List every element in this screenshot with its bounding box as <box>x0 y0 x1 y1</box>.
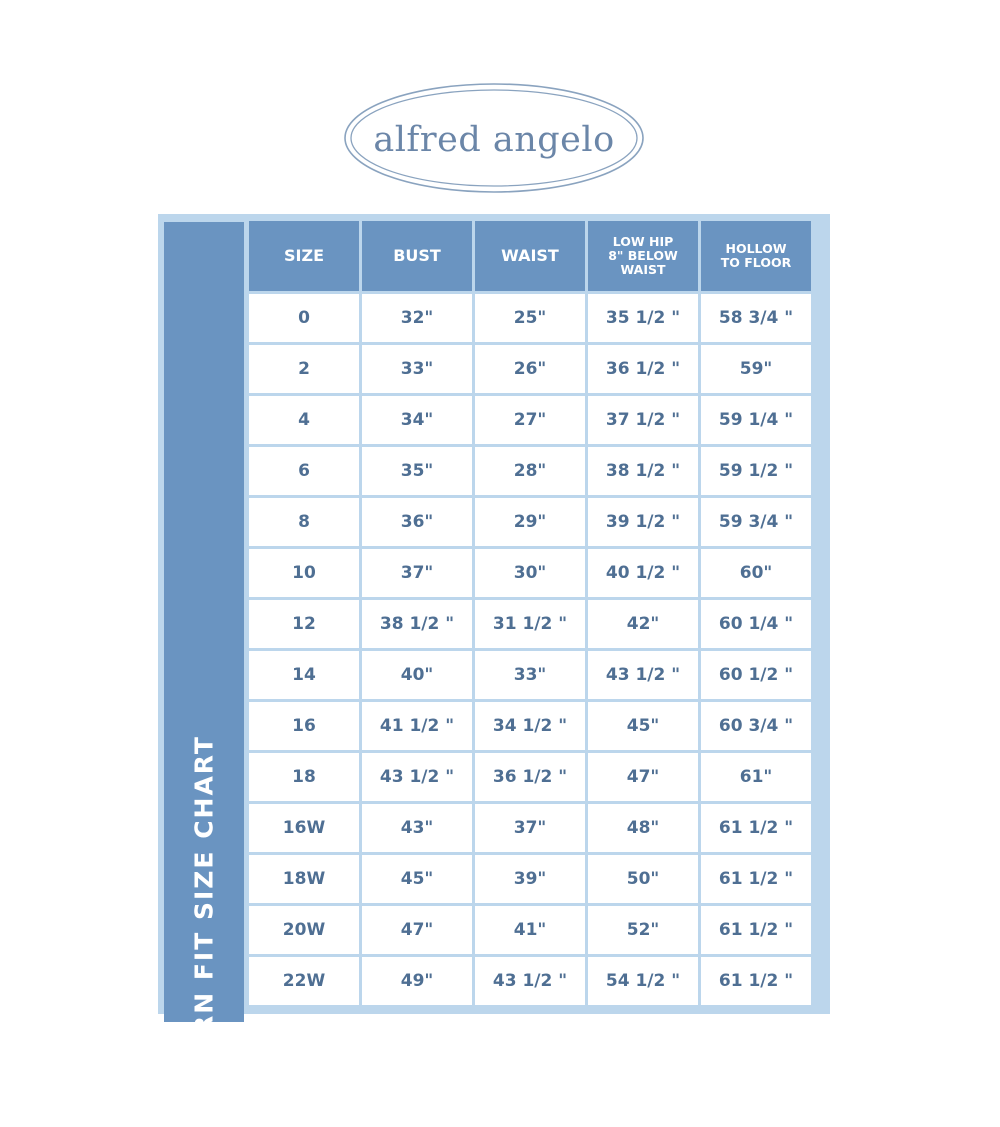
cell-size: 6 <box>249 447 359 495</box>
cell-waist: 37" <box>475 804 585 852</box>
cell-low-hip: 37 1/2 " <box>588 396 698 444</box>
cell-waist: 30" <box>475 549 585 597</box>
cell-bust: 32" <box>362 294 472 342</box>
table-row <box>249 600 811 648</box>
cell-bust: 36" <box>362 498 472 546</box>
table-row <box>249 804 811 852</box>
cell-hollow-to-floor: 61 1/2 " <box>701 804 811 852</box>
cell-size: 14 <box>249 651 359 699</box>
cell-waist: 27" <box>475 396 585 444</box>
cell-hollow-to-floor: 61 1/2 " <box>701 957 811 1005</box>
table-row <box>249 702 811 750</box>
cell-hollow-to-floor: 60 1/2 " <box>701 651 811 699</box>
cell-bust: 35" <box>362 447 472 495</box>
cell-low-hip: 35 1/2 " <box>588 294 698 342</box>
table-row <box>249 396 811 444</box>
cell-size: 4 <box>249 396 359 444</box>
header-size: SIZE <box>249 221 359 291</box>
cell-hollow-to-floor: 58 3/4 " <box>701 294 811 342</box>
cell-low-hip: 52" <box>588 906 698 954</box>
cell-low-hip: 42" <box>588 600 698 648</box>
cell-size: 2 <box>249 345 359 393</box>
cell-size: 18 <box>249 753 359 801</box>
table-row <box>249 906 811 954</box>
cell-size: 20W <box>249 906 359 954</box>
cell-low-hip: 47" <box>588 753 698 801</box>
cell-hollow-to-floor: 61 1/2 " <box>701 906 811 954</box>
cell-bust: 47" <box>362 906 472 954</box>
cell-size: 0 <box>249 294 359 342</box>
cell-low-hip: 54 1/2 " <box>588 957 698 1005</box>
brand-name: alfred angelo <box>373 120 615 160</box>
table-row <box>249 549 811 597</box>
cell-size: 16 <box>249 702 359 750</box>
cell-hollow-to-floor: 61 1/2 " <box>701 855 811 903</box>
cell-bust: 37" <box>362 549 472 597</box>
size-chart <box>158 214 830 1127</box>
table-row <box>249 855 811 903</box>
cell-low-hip: 48" <box>588 804 698 852</box>
cell-size: 10 <box>249 549 359 597</box>
brand-logo <box>343 82 645 194</box>
header-waist: WAIST <box>475 221 585 291</box>
cell-bust: 43" <box>362 804 472 852</box>
table-row <box>249 753 811 801</box>
cell-low-hip: 38 1/2 " <box>588 447 698 495</box>
cell-low-hip: 45" <box>588 702 698 750</box>
size-table <box>246 218 814 1008</box>
cell-low-hip: 50" <box>588 855 698 903</box>
cell-low-hip: 36 1/2 " <box>588 345 698 393</box>
cell-waist: 41" <box>475 906 585 954</box>
cell-waist: 28" <box>475 447 585 495</box>
cell-bust: 34" <box>362 396 472 444</box>
header-low-hip: LOW HIP 8" BELOW WAIST <box>588 221 698 291</box>
cell-hollow-to-floor: 60 1/4 " <box>701 600 811 648</box>
table-row <box>249 651 811 699</box>
cell-hollow-to-floor: 59 1/4 " <box>701 396 811 444</box>
cell-size: 16W <box>249 804 359 852</box>
header-hollow-to-floor: HOLLOW TO FLOOR <box>701 221 811 291</box>
cell-hollow-to-floor: 60 3/4 " <box>701 702 811 750</box>
cell-hollow-to-floor: 61" <box>701 753 811 801</box>
table-row <box>249 345 811 393</box>
cell-size: 12 <box>249 600 359 648</box>
cell-hollow-to-floor: 59" <box>701 345 811 393</box>
cell-waist: 25" <box>475 294 585 342</box>
table-row <box>249 294 811 342</box>
cell-waist: 29" <box>475 498 585 546</box>
cell-bust: 33" <box>362 345 472 393</box>
table-row <box>249 447 811 495</box>
cell-bust: 43 1/2 " <box>362 753 472 801</box>
table-body <box>249 294 811 1005</box>
cell-hollow-to-floor: 59 1/2 " <box>701 447 811 495</box>
cell-hollow-to-floor: 59 3/4 " <box>701 498 811 546</box>
cell-low-hip: 43 1/2 " <box>588 651 698 699</box>
cell-size: 22W <box>249 957 359 1005</box>
cell-waist: 33" <box>475 651 585 699</box>
cell-bust: 40" <box>362 651 472 699</box>
table-row <box>249 957 811 1005</box>
table-row <box>249 498 811 546</box>
cell-low-hip: 39 1/2 " <box>588 498 698 546</box>
cell-hollow-to-floor: 60" <box>701 549 811 597</box>
cell-waist: 31 1/2 " <box>475 600 585 648</box>
cell-low-hip: 40 1/2 " <box>588 549 698 597</box>
cell-waist: 26" <box>475 345 585 393</box>
table-header-row <box>249 221 811 291</box>
cell-bust: 49" <box>362 957 472 1005</box>
chart-title: MODERN FIT SIZE CHART <box>189 735 219 1127</box>
cell-bust: 45" <box>362 855 472 903</box>
header-bust: BUST <box>362 221 472 291</box>
cell-waist: 34 1/2 " <box>475 702 585 750</box>
cell-bust: 41 1/2 " <box>362 702 472 750</box>
cell-waist: 43 1/2 " <box>475 957 585 1005</box>
cell-size: 8 <box>249 498 359 546</box>
cell-size: 18W <box>249 855 359 903</box>
cell-waist: 39" <box>475 855 585 903</box>
cell-bust: 38 1/2 " <box>362 600 472 648</box>
cell-waist: 36 1/2 " <box>475 753 585 801</box>
